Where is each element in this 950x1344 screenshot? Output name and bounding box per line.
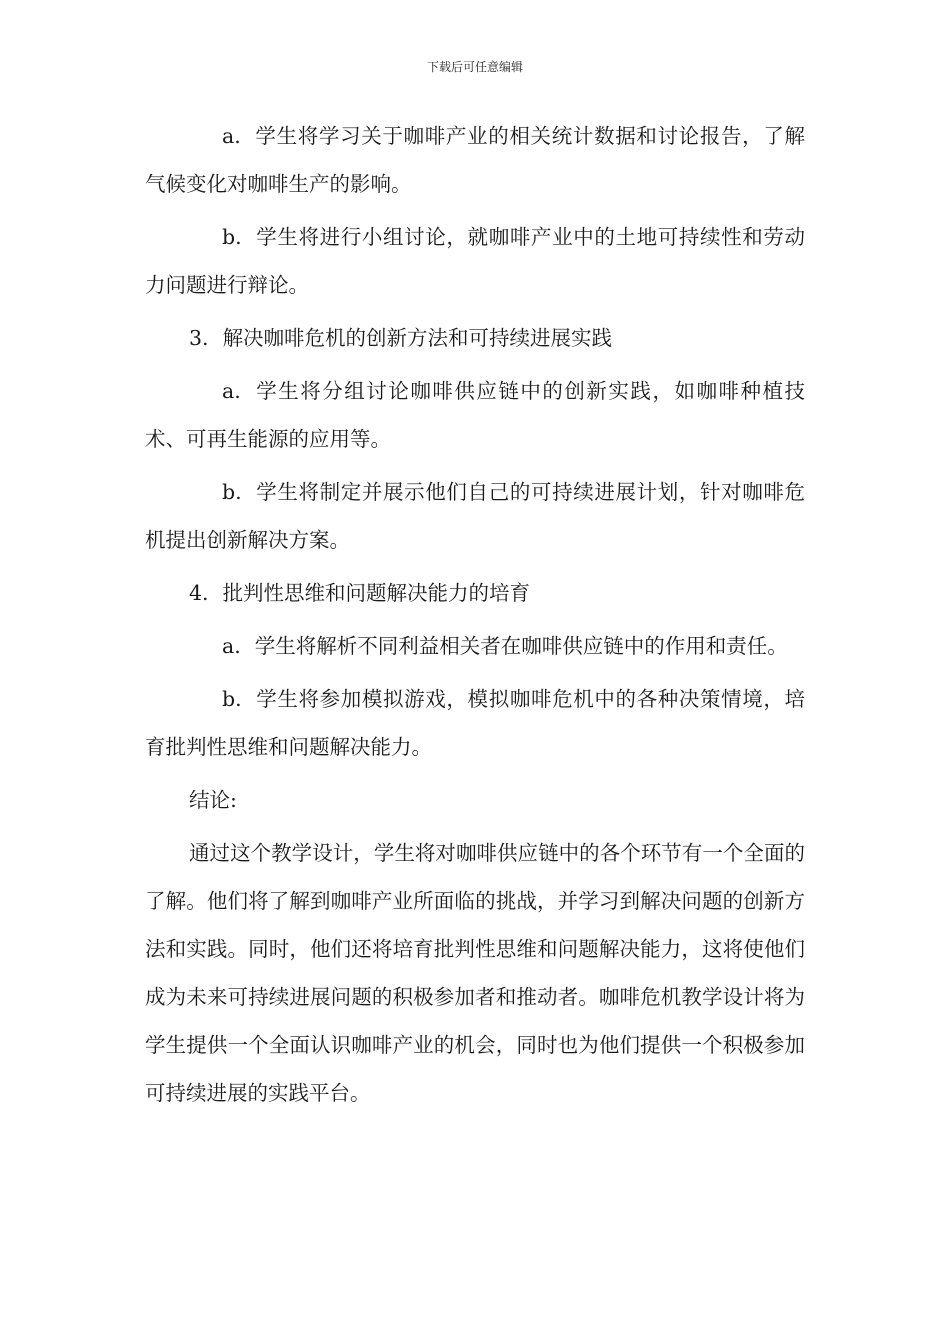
section-number: 4. [189, 581, 209, 605]
paragraph-item-a [145, 112, 805, 208]
item-label: a. [222, 634, 241, 658]
paragraph-item-a [145, 622, 805, 670]
item-label: b. [222, 480, 242, 504]
section-number: 3. [189, 326, 209, 350]
section-heading-3 [145, 314, 805, 362]
item-text: 学生将解析不同利益相关者在咖啡供应链中的作用和责任。 [254, 634, 788, 658]
page-header: 下载后可任意编辑 [426, 60, 523, 74]
section-heading-4 [145, 569, 805, 617]
paragraph-item-b [145, 675, 805, 771]
item-text: 学生将参加模拟游戏，模拟咖啡危机中的各种决策情境，培育批判性思维和问题解决能力。 [145, 687, 805, 759]
item-text: 学生将分组讨论咖啡供应链中的创新实践，如咖啡种植技术、可再生能源的应用等。 [145, 379, 805, 451]
section-title: 解决咖啡危机的创新方法和可持续进展实践 [222, 326, 613, 350]
paragraph-item-a [145, 367, 805, 463]
conclusion-paragraph: 通过这个教学设计，学生将对咖啡供应链中的各个环节有一个全面的了解。他们将了解到咖啡产业所面临的挑战，并学习到解决问题的创新方法和实践。同时，他们还将培育批判性思维和问题解决能力，这将使他们成为未来可持续进展问题的积极参加者和推动者。咖啡危机教学设计将为学生提供一个全面认识咖啡产业的机会，同时也为他们提供一个积极参加可持续进展的实践平台。 [145, 841, 805, 1105]
paragraph-item-b [145, 468, 805, 564]
item-label: a. [222, 379, 241, 403]
document-body [145, 112, 805, 1118]
item-text: 学生将进行小组讨论，就咖啡产业中的土地可持续性和劳动力问题进行辩论。 [145, 225, 805, 297]
paragraph-item-b [145, 213, 805, 309]
item-label: b. [222, 687, 242, 711]
section-title: 批判性思维和问题解决能力的培育 [222, 581, 531, 605]
item-text: 学生将制定并展示他们自己的可持续进展计划，针对咖啡危机提出创新解决方案。 [145, 480, 805, 552]
item-label: b. [222, 225, 242, 249]
conclusion-heading: 结论: [189, 788, 237, 812]
item-text: 学生将学习关于咖啡产业的相关统计数据和讨论报告，了解气候变化对咖啡生产的影响。 [145, 124, 805, 196]
item-label: a. [222, 124, 241, 148]
